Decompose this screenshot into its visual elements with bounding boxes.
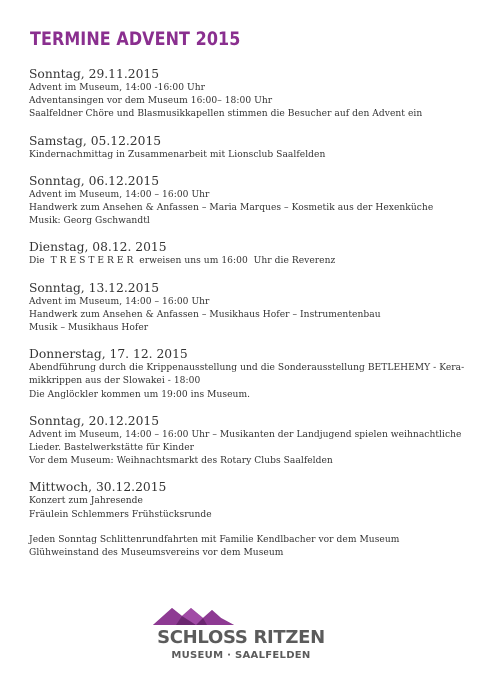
event-entry bbox=[29, 66, 459, 122]
event-detail: Advent im Museum, 14:00 – 16:00 Uhr bbox=[29, 189, 210, 200]
event-detail: Saalfeldner Chöre und Blasmusikkapellen stimmen die Besucher auf den Advent ein bbox=[29, 109, 423, 120]
event-list bbox=[29, 66, 465, 533]
event-date: Dienstag, 08.12. 2015 bbox=[29, 240, 167, 255]
event-date: Sonntag, 20.12.2015 bbox=[29, 413, 160, 428]
logo-name: SCHLOSS RITZEN bbox=[157, 627, 325, 648]
event-detail: Advent im Museum, 14:00 -16:00 Uhr bbox=[29, 83, 206, 93]
event-entry bbox=[29, 346, 465, 402]
event-date: Sonntag, 29.11.2015 bbox=[29, 67, 160, 81]
event-entry bbox=[29, 133, 459, 162]
footer-line: Jeden Sonntag Schlittenrundfahrten mit Familie Kendlbacher vor dem Museum bbox=[29, 535, 400, 545]
event-entry bbox=[29, 413, 462, 469]
footer-line: Glühweinstand des Museumsvereins vor dem Museum bbox=[29, 548, 284, 559]
event-detail: Konzert zum Jahresende bbox=[29, 496, 143, 507]
logo-subtitle: MUSEUM · SAALFELDEN bbox=[171, 650, 311, 661]
event-entry bbox=[29, 280, 459, 336]
event-entry bbox=[29, 173, 459, 229]
event-detail: Handwerk zum Ansehen & Anfassen – Maria Marques – Kosmetik aus der Hexenküche bbox=[29, 203, 434, 214]
event-detail: Vor dem Museum: Weihnachtsmarkt des Rotary Clubs Saalfelden bbox=[29, 456, 333, 467]
event-date: Samstag, 05.12.2015 bbox=[29, 133, 162, 148]
event-detail: Kindernachmittag in Zusammenarbeit mit Lionsclub Saalfelden bbox=[29, 149, 326, 160]
event-detail: Advent im Museum, 14:00 – 16:00 Uhr – Musikanten der Landjugend spielen weihnachtliche bbox=[29, 429, 462, 440]
event-detail: Lieder. Bastelwerkstätte für Kinder bbox=[29, 443, 195, 454]
event-detail: Advent im Museum, 14:00 – 16:00 Uhr bbox=[29, 296, 210, 307]
event-detail: Fräulein Schlemmers Frühstücksrunde bbox=[29, 509, 212, 520]
event-date: Sonntag, 13.12.2015 bbox=[29, 280, 160, 295]
schloss-ritzen-logo bbox=[152, 604, 330, 666]
footer-note bbox=[29, 534, 459, 560]
event-date: Mittwoch, 30.12.2015 bbox=[29, 480, 167, 495]
event-detail: Musik – Musikhaus Hofer bbox=[29, 323, 149, 334]
event-detail: Die Anglöckler kommen um 19:00 ins Museum. bbox=[29, 389, 251, 400]
event-entry bbox=[29, 479, 459, 521]
event-detail: Musik: Georg Gschwandtl bbox=[29, 216, 150, 227]
event-date: Sonntag, 06.12.2015 bbox=[29, 173, 160, 188]
event-detail: mikkrippen aus der Slowakei - 18:00 bbox=[29, 376, 201, 387]
event-detail: Adventansingen vor dem Museum 16:00– 18:00 Uhr bbox=[29, 96, 273, 107]
page-title: TERMINE ADVENT 2015 bbox=[30, 28, 241, 50]
event-detail: Abendführung durch die Krippenausstellung und die Sonderausstellung BETLEHEMY - Kera- bbox=[29, 363, 465, 374]
event-detail: Handwerk zum Ansehen & Anfassen – Musikhaus Hofer – Instrumentenbau bbox=[29, 309, 381, 320]
event-detail: Die T R E S T E R E R erweisen uns um 16:00 Uhr die Reverenz bbox=[29, 256, 336, 267]
event-date: Donnerstag, 17. 12. 2015 bbox=[29, 347, 188, 362]
mountain-logo-icon bbox=[152, 604, 330, 628]
event-entry bbox=[29, 239, 459, 268]
